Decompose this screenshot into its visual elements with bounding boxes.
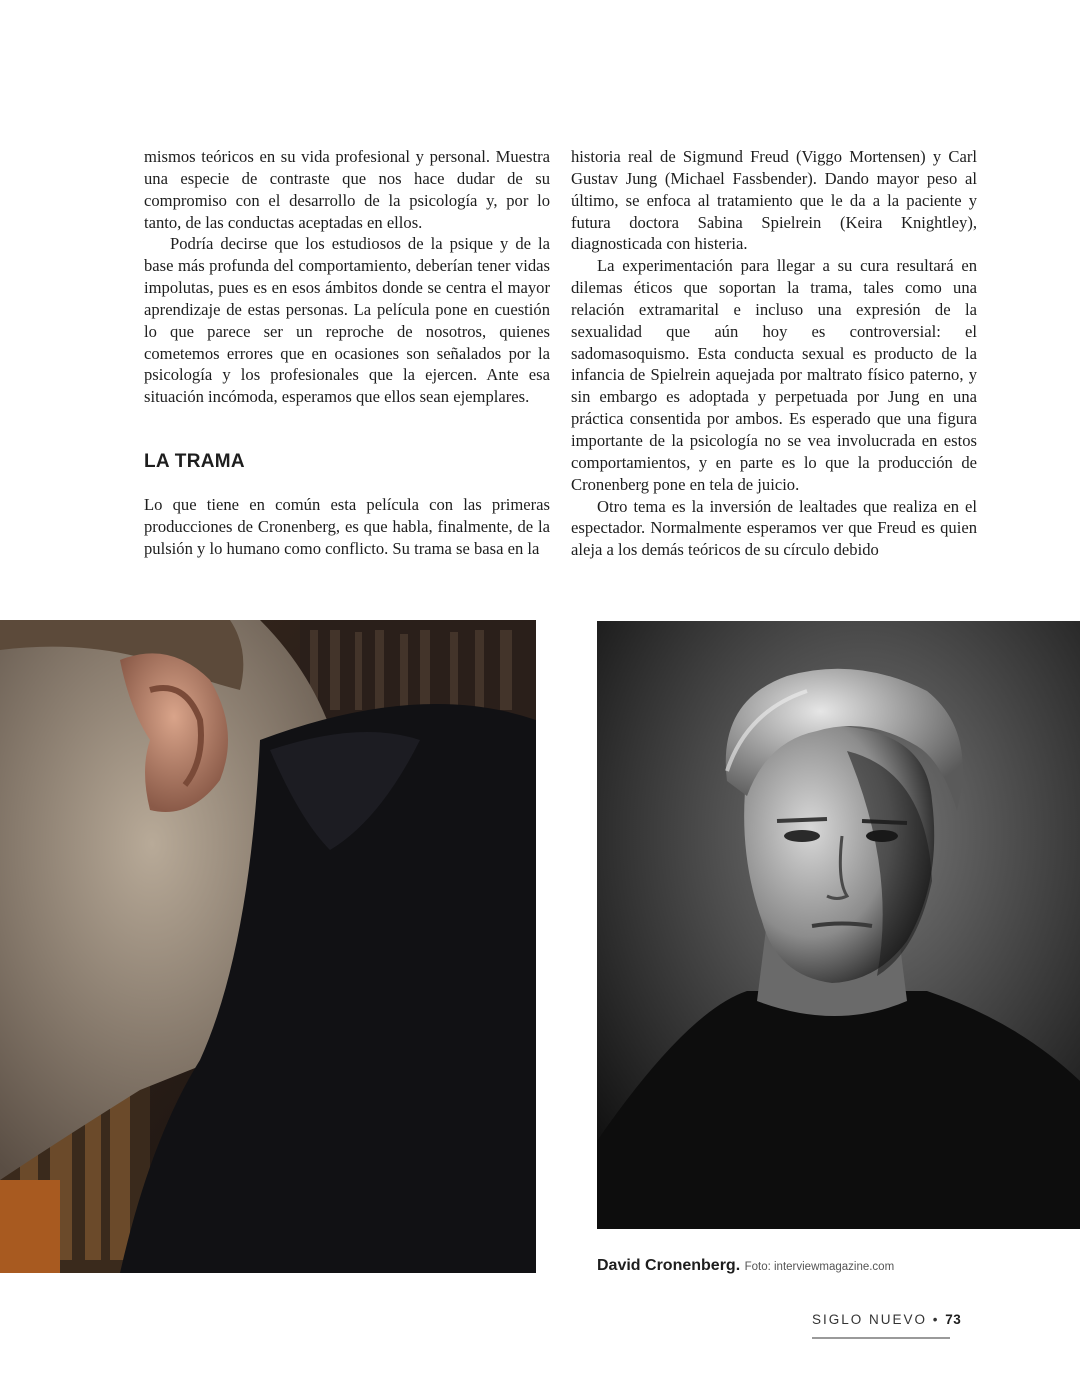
photo-caption bbox=[597, 1257, 894, 1275]
paragraph: mismos teóricos en su vida profesional y personal. Muestra una especie de contraste que nos hace dudar de su compromiso con el desarrollo de la psicología y, por lo tanto, de las conductas aceptadas en ellos. bbox=[144, 147, 550, 232]
article-column-left bbox=[144, 146, 550, 560]
paragraph: Otro tema es la inversión de lealtades que realiza en el espectador. Normalmente esperamos ver que Freud es quien aleja a los demás teóricos de su círculo debido bbox=[571, 496, 977, 560]
paragraph: Podría decirse que los estudiosos de la psique y de la base más profunda del comportamiento, deberían tener vidas impolutas, pues es en esos ámbitos donde se centra el mayor aprendizaje de estas personas. La película pone en cuestión lo que parece ser un reproche de nosotros, quienes cometemos errores que en ocasiones son señalados por la psicología y los profesionales que la ejercen. Ante esa situación incómoda, esperamos que ellos sean ejemplares. bbox=[144, 234, 550, 407]
portrait-photo bbox=[597, 621, 1080, 1229]
caption-credit: Foto: interviewmagazine.com bbox=[744, 1261, 895, 1273]
folio-underline bbox=[812, 1337, 950, 1339]
paragraph: La experimentación para llegar a su cura resultará en dilemas éticos que soportan la trama, tales como una relación extramarital e incluso una expresión de la sexualidad que aún hoy es controversial: el sadomasoquismo. Esta conducta sexual es producto de la infancia de Spielrein aquejada por maltrato físico paterno, y sin embargo es adoptada y perpetuada por Jung en una práctica consentida por ambos. Es esperado que una figura importante de la psicología no se vea involucrada en estos comportamientos, y en parte es lo que la producción de Cronenberg pone en tela de juicio. bbox=[571, 256, 977, 494]
paragraph: historia real de Sigmund Freud (Viggo Mortensen) y Carl Gustav Jung (Michael Fassbender). Dando mayor peso al último, se enfoca al tratamiento que le da a la paciente y futura doctora Sabina Spielrein (Keira Knightley), diagnosticada con histeria. bbox=[571, 147, 977, 254]
caption-name: David Cronenberg. bbox=[597, 1257, 741, 1274]
folio-separator: • bbox=[932, 1312, 940, 1327]
page-folio bbox=[812, 1312, 962, 1327]
magazine-name: SIGLO NUEVO bbox=[812, 1312, 928, 1327]
paragraph: Lo que tiene en común esta película con las primeras producciones de Cronenberg, es que habla, finalmente, de la pulsión y lo humano como conflicto. Su trama se basa en la bbox=[144, 495, 550, 558]
article-column-right bbox=[571, 146, 977, 561]
film-still-photo bbox=[0, 620, 536, 1273]
section-heading: LA TRAMA bbox=[144, 451, 245, 473]
page-number: 73 bbox=[945, 1312, 962, 1327]
